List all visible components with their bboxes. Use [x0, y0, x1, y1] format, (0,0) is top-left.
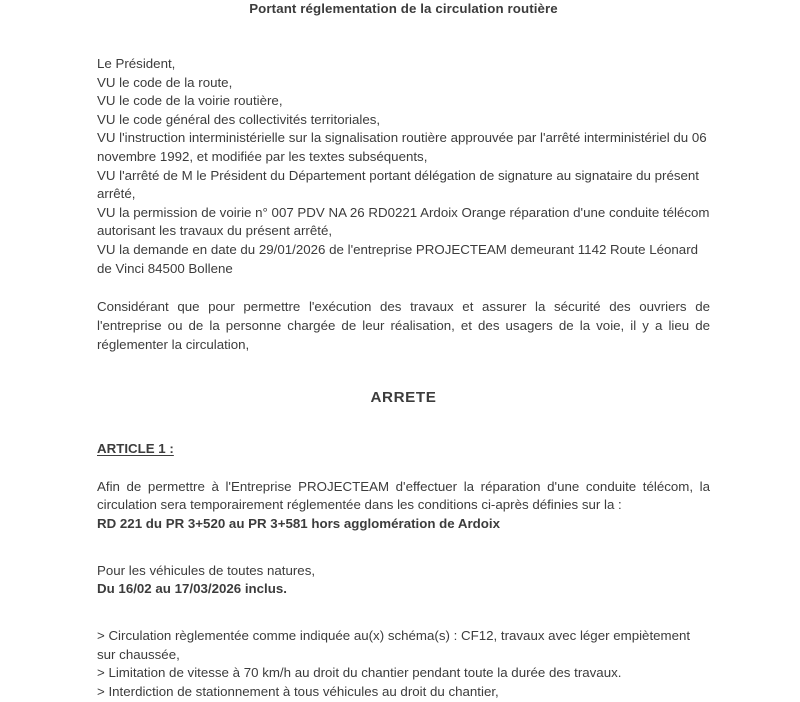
president-line: Le Président,	[97, 56, 176, 71]
preamble-clauses	[97, 55, 710, 278]
measure-item-1: > Circulation règlementée comme indiquée au(x) schéma(s) : CF12, travaux avec léger empiètement sur chaussée,	[97, 627, 691, 662]
document-title: Portant réglementation de la circulation routière	[249, 1, 558, 16]
spacer-before-measures	[97, 599, 710, 627]
road-section-line: RD 221 du PR 3+520 au PR 3+581 hors agglomération de Ardoix	[97, 516, 500, 532]
spacer-before-arrete	[97, 355, 710, 389]
spacer-after-title	[97, 17, 710, 55]
spacer-after-article-heading	[97, 458, 710, 478]
vu-clause-1: VU le code de la route,	[97, 74, 233, 90]
period-line: Du 16/02 au 17/03/2026 inclus.	[97, 581, 287, 597]
vu-clause-3: VU le code général des collectivités territoriales,	[97, 111, 381, 127]
article-1-body: Afin de permettre à l'Entreprise PROJECTEAM d'effectuer la réparation d'une conduite télécom, la circulation sera temporairement réglementée dans les conditions ci-après définies sur la :	[97, 478, 710, 513]
vu-clause-4: VU l'instruction interministérielle sur la signalisation routière approuvée par l'arrêté interministériel du 06 novembre 1992, et modifiée par les textes subséquents,	[97, 130, 707, 164]
measure-item-2: > Limitation de vitesse à 70 km/h au droit du chantier pendant toute la durée des travaux.	[97, 665, 622, 681]
measure-item-3: > Interdiction de stationnement à tous véhicules au droit du chantier,	[97, 684, 499, 700]
article-1-heading: ARTICLE 1 :	[97, 440, 174, 456]
vehicles-line: Pour les véhicules de toutes natures,	[97, 562, 316, 578]
spacer-before-article	[97, 406, 710, 440]
considerant-paragraph: Considérant que pour permettre l'exécution des travaux et assurer la sécurité des ouvriers de l'entreprise ou de la personne chargée de leur réalisation, et des usagers de la voie, il y a lieu de réglementer la circulation,	[97, 299, 710, 352]
arrete-heading: ARRETE	[370, 388, 437, 406]
vu-clause-7: VU la demande en date du 29/01/2026 de l'entreprise PROJECTEAM demeurant 1142 Route Léonard de Vinci 84500 Bollene	[97, 241, 699, 276]
article-1-heading-wrap	[97, 440, 710, 458]
measures-list	[97, 627, 710, 702]
vu-clause-2: VU le code de la voirie routière,	[97, 93, 283, 109]
vu-clause-6: VU la permission de voirie n° 007 PDV NA 26 RD0221 Ardoix Orange réparation d'une conduite télécom autorisant les travaux du présent arrêté,	[97, 204, 710, 239]
vu-clause-5: VU l'arrêté de M le Président du Département portant délégation de signature au signataire du présent arrêté,	[97, 167, 700, 202]
spacer-before-considerant	[97, 278, 710, 298]
document-body	[97, 0, 710, 702]
spacer-before-vehicles	[97, 534, 710, 562]
